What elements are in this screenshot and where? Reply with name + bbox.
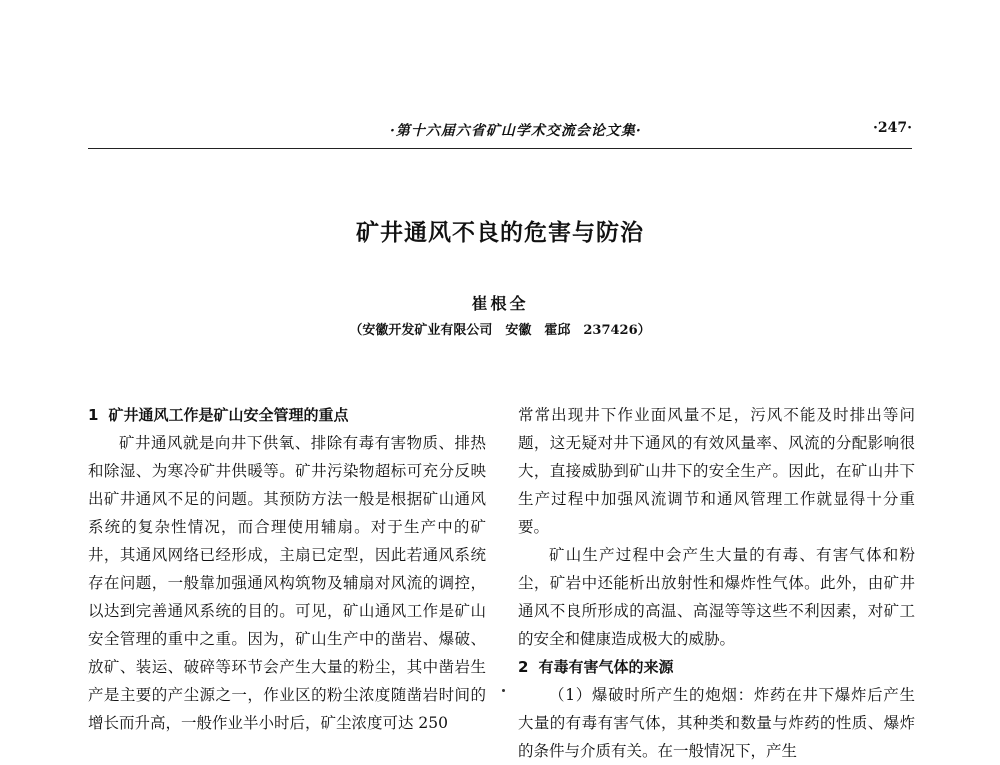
section-heading-1: 1 矿井通风工作是矿山安全管理的重点 bbox=[88, 406, 349, 424]
running-header bbox=[0, 120, 1000, 140]
page-number: ·247· bbox=[873, 120, 912, 136]
author-name: 崔根全 bbox=[471, 294, 529, 313]
left-column bbox=[88, 401, 486, 737]
column-marker bbox=[502, 689, 505, 692]
header-rule bbox=[88, 148, 912, 149]
left-paragraph-1: 矿井通风就是向井下供氧、排除有毒有害物质、排热和除湿、为寒冷矿井供暖等。矿井污染物超标可充分反映出矿井通风不足的问题。其预防方法一般是根据矿山通风系统的复杂性情况，而合理使用辅扇。对于生产中的矿井，其通风网络已经形成，主扇已定型，因此若通风系统存在问题，一般靠加强通风构筑物及辅扇对风流的调控，以达到完善通风系统的目的。可见，矿山通风工作是矿山安全管理的重中之重。因为，矿山生产中的凿岩、爆破、放矿、装运、破碎等环节会产生大量的粉尘，其中凿岩生产是主要的产尘源之一，作业区的粉尘浓度随凿岩时间的增长而升高，一般作业半小时后，矿尘浓度可达 250 bbox=[88, 434, 486, 732]
author-affiliation: （安徽开发矿业有限公司 安徽 霍邱 237426） bbox=[349, 323, 651, 338]
right-paragraph-2: 矿山生产过程中会产生大量的有毒、有害气体和粉尘，矿岩中还能析出放射性和爆炸性气体。此外，由矿井通风不良所形成的高温、高湿等等这些不利因素，对矿工的安全和健康造成极大的威胁。 bbox=[518, 546, 915, 648]
right-column bbox=[518, 401, 915, 765]
section-heading-2: 2 有毒有害气体的来源 bbox=[518, 658, 674, 676]
right-paragraph-1: 常常出现井下作业面风量不足，污风不能及时排出等问题，这无疑对井下通风的有效风量率、风流的分配影响很大，直接威胁到矿山井下的安全生产。因此，在矿山井下生产过程中加强风流调节和通风管理工作就显得十分重要。 bbox=[518, 406, 915, 536]
article-title: 矿井通风不良的危害与防治 bbox=[356, 220, 644, 246]
journal-name: ·第十六届六省矿山学术交流会论文集· bbox=[390, 123, 642, 139]
right-paragraph-3: （1）爆破时所产生的炮烟：炸药在井下爆炸后产生大量的有毒有害气体，其种类和数量与炸药的性质、爆炸的条件与介质有关。在一般情况下，产生 bbox=[518, 686, 915, 760]
